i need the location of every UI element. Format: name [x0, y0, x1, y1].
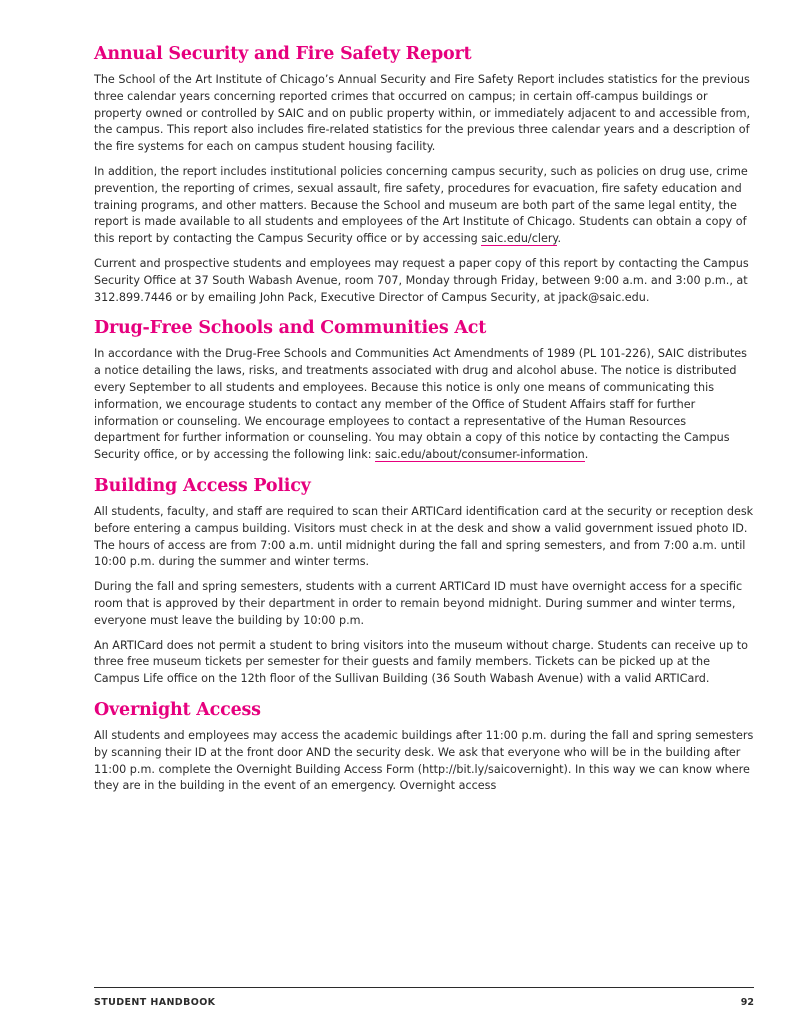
paragraph-end: . — [557, 232, 562, 246]
section-heading: Overnight Access — [94, 699, 261, 720]
paragraph: All students and employees may access the academic buildings after 11:00 p.m. during the fall and spring semesters by scanning their ID at the front door AND the security desk. We ask that everyone who will be in the building after 11:00 p.m. complete the Overnight Building Access Form (http://bit.ly/saicovernight). In this way we can know where they are in the building in the event of an emergency. Overnight access — [94, 728, 754, 793]
paragraph-text: In addition, the report includes institutional policies concerning campus security, such as policies on drug use, crime prevention, the reporting of crimes, sexual assault, fire safety, procedures for evacuation, fire safety education and training programs, and other matters. Because the School and museum are both part of the same legal entity, the report is made available to all students and employees of the Art Institute of Chicago. Students can obtain a copy of this report by contacting the Campus Security office or by accessing — [94, 164, 748, 246]
footer-label: STUDENT HANDBOOK — [94, 997, 216, 1008]
page-content — [94, 42, 754, 805]
paragraph: An ARTICard does not permit a student to bring visitors into the museum without charge. Students can receive up to three free museum tickets per semester for their guests and family members. Tickets can be picked up at the Campus Life office on the 12th floor of the Sullivan Building (36 South Wabash Avenue) with a valid ARTICard. — [94, 638, 749, 686]
section-heading: Building Access Policy — [94, 475, 311, 496]
paragraph: The School of the Art Institute of Chicago’s Annual Security and Fire Safety Report includes statistics for the previous three calendar years concerning reported crimes that occurred on campus; in certain off-campus buildings or property owned or controlled by SAIC and on public property within, or immediately adjacent to and accessible from, the campus. This report also includes fire-related statistics for the previous three calendar years and a description of the fire systems for each on campus student housing facility. — [94, 73, 751, 154]
section-annual-security-report — [94, 42, 754, 306]
clery-link[interactable]: saic.edu/clery — [481, 232, 558, 246]
page-number: 92 — [740, 997, 754, 1008]
consumer-information-link[interactable]: saic.edu/about/consumer-information — [375, 448, 585, 462]
section-building-access-policy — [94, 474, 754, 688]
paragraph — [94, 346, 754, 464]
section-heading: Annual Security and Fire Safety Report — [94, 44, 472, 64]
paragraph: During the fall and spring semesters, students with a current ARTICard ID must have overnight access for a specific room that is approved by their department in order to remain beyond midnight. During summer and winter terms, everyone must leave the building by 10:00 p.m. — [94, 580, 743, 627]
paragraph-end: . — [584, 448, 589, 462]
section-heading: Drug-Free Schools and Communities Act — [94, 318, 487, 339]
section-drug-free-schools — [94, 316, 754, 464]
paragraph-text: In accordance with the Drug-Free Schools and Communities Act Amendments of 1989 (PL 101-226), SAIC distributes a notice detailing the laws, risks, and treatments associated with drug and alcohol abuse. The notice is distributed every September to all students and employees. Because this notice is only one means of communicating this information, we encourage students to contact any member of the Office of Student Affairs staff for further information or counseling. We encourage employees to contact a representative of the Human Resources department for further information or counseling. You may obtain a copy of this notice by contacting the Campus Security office, or by accessing the following link: — [94, 347, 747, 462]
paragraph: Current and prospective students and employees may request a paper copy of this report by contacting the Campus Security Office at 37 South Wabash Avenue, room 707, Monday through Friday, between 9:00 a.m. and 3:00 p.m., at 312.899.7446 or by emailing John Pack, Executive Director of Campus Security, at jpack@saic.edu. — [94, 256, 749, 304]
section-overnight-access — [94, 698, 754, 795]
paragraph — [94, 164, 754, 248]
footer-divider — [94, 987, 754, 988]
paragraph: All students, faculty, and staff are required to scan their ARTICard identification card at the security or reception desk before entering a campus building. Visitors must check in at the desk and show a valid government issued photo ID. The hours of access are from 7:00 a.m. until midnight during the fall and spring semesters, and from 7:00 a.m. until 10:00 p.m. during the summer and winter terms. — [94, 504, 754, 569]
